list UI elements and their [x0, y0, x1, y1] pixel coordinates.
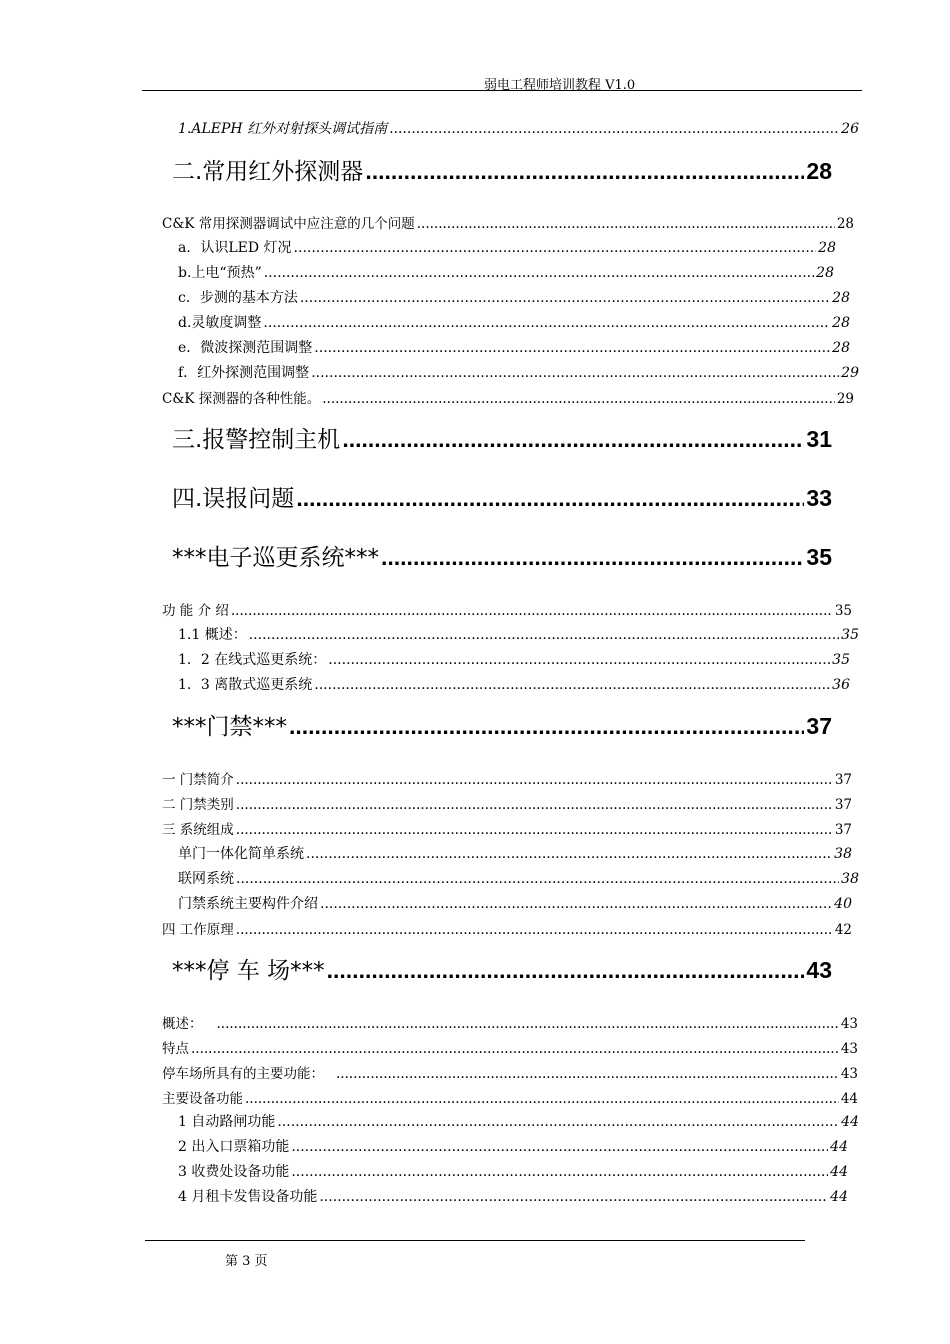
toc-label: 特点	[162, 1041, 189, 1057]
toc-page: 28	[832, 340, 850, 356]
toc-entry-ck-issues[interactable]	[162, 212, 854, 232]
toc-leader	[319, 1189, 828, 1205]
toc-page: 35	[834, 603, 852, 619]
toc-label: 四 工作原理	[162, 922, 234, 938]
toc-label: b.上电“预热”	[178, 265, 262, 281]
toc-leader	[236, 871, 839, 887]
toc-leader	[311, 365, 839, 381]
toc-entry-parking-overview[interactable]	[162, 1012, 858, 1032]
toc-leader	[291, 1139, 828, 1155]
toc-entry-parking-devices[interactable]	[162, 1087, 858, 1107]
toc-leader	[236, 922, 833, 938]
toc-page: 28	[818, 240, 836, 256]
toc-leader	[217, 1016, 839, 1032]
toc-label: C&K 常用探测器调试中应注意的几个问题	[162, 216, 415, 232]
toc-page: 40	[834, 896, 852, 912]
toc-label: 1 自动路闸功能	[178, 1114, 276, 1130]
toc-entry-ck-perf[interactable]	[162, 387, 854, 407]
toc-entry-func-intro[interactable]	[162, 599, 852, 619]
toc-page: 33	[806, 485, 832, 511]
toc-page: 44	[830, 1139, 848, 1155]
toc-entry-access-3a[interactable]	[178, 843, 852, 863]
toc-leader	[236, 772, 833, 788]
toc-page: 31	[806, 426, 832, 452]
toc-leader	[249, 627, 839, 643]
toc-label: 功 能 介 绍	[162, 603, 229, 619]
toc-entry-parking-device-2[interactable]	[178, 1136, 848, 1156]
toc-label: ***电子巡更系统***	[172, 545, 379, 571]
toc-page: 43	[840, 1016, 858, 1032]
toc-leader	[389, 121, 839, 137]
toc-page: 37	[834, 772, 852, 788]
toc-entry-overview-1-1[interactable]	[178, 624, 859, 644]
toc-leader	[417, 216, 835, 232]
toc-label: c．步测的基本方法	[178, 290, 298, 306]
page-number: 第 3 页	[225, 1254, 268, 1269]
toc-leader	[294, 240, 817, 256]
toc-label: C&K 探测器的各种性能。	[162, 391, 321, 407]
toc-label: 1.1 概述：	[178, 627, 247, 643]
toc-page: 28	[836, 216, 854, 232]
toc-leader	[328, 652, 830, 668]
toc-entry-ck-f[interactable]	[178, 362, 859, 382]
toc-label: 主要设备功能	[162, 1091, 243, 1107]
toc-page: 44	[830, 1189, 848, 1205]
toc-chapter-patrol[interactable]	[172, 539, 832, 572]
toc-leader	[300, 290, 830, 306]
toc-chapter-2[interactable]	[172, 153, 832, 186]
toc-page: 42	[834, 922, 852, 938]
toc-leader	[365, 158, 804, 185]
toc-page: 43	[840, 1066, 858, 1082]
toc-entry-access-1[interactable]	[162, 768, 852, 788]
toc-leader	[314, 340, 830, 356]
toc-leader	[264, 265, 814, 281]
toc-page: 37	[806, 713, 832, 739]
toc-entry-ck-a[interactable]	[178, 237, 836, 257]
toc-label: 单门一体化简单系统	[178, 846, 304, 862]
toc-leader	[231, 603, 833, 619]
toc-leader	[336, 1066, 839, 1082]
toc-label: f．红外探测范围调整	[178, 365, 310, 381]
toc-label: 三 系统组成	[162, 822, 234, 838]
toc-chapter-4[interactable]	[172, 480, 832, 513]
toc-entry-aleph[interactable]	[178, 118, 859, 138]
toc-entry-access-3b[interactable]	[178, 868, 859, 888]
toc-page: 28	[832, 290, 850, 306]
footer-divider	[145, 1240, 805, 1241]
toc-chapter-access[interactable]	[172, 708, 832, 741]
toc-leader	[381, 544, 804, 571]
toc-entry-access-2[interactable]	[162, 793, 852, 813]
toc-label: d.灵敏度调整	[178, 315, 262, 331]
toc-leader	[263, 315, 830, 331]
toc-leader	[306, 846, 832, 862]
toc-page: 38	[834, 846, 852, 862]
toc-label: 门禁系统主要构件介绍	[178, 896, 318, 912]
toc-label: 停车场所具有的主要功能：	[162, 1066, 324, 1082]
toc-entry-parking-functions[interactable]	[162, 1062, 858, 1082]
toc-leader	[327, 957, 805, 984]
toc-leader	[245, 1091, 839, 1107]
toc-leader	[320, 896, 832, 912]
toc-label: e．微波探测范围调整	[178, 340, 313, 356]
toc-label: 1．2 在线式巡更系统：	[178, 652, 327, 668]
toc-label: 概述：	[162, 1016, 203, 1032]
toc-page: 43	[806, 957, 832, 983]
toc-page: 38	[841, 871, 859, 887]
toc-entry-parking-feature[interactable]	[162, 1037, 858, 1057]
toc-label: 二 门禁类别	[162, 797, 234, 813]
toc-label: 4 月租卡发售设备功能	[178, 1189, 318, 1205]
toc-page: 29	[841, 365, 859, 381]
toc-entry-parking-device-1[interactable]	[178, 1111, 859, 1131]
toc-leader	[314, 677, 830, 693]
toc-page: 29	[836, 391, 854, 407]
toc-leader	[291, 1164, 828, 1180]
toc-label: 3 收费处设备功能	[178, 1164, 290, 1180]
toc-leader	[191, 1041, 839, 1057]
toc-page: 35	[841, 627, 859, 643]
toc-chapter-parking[interactable]	[172, 952, 832, 985]
toc-leader	[236, 797, 833, 813]
toc-label: 联网系统	[178, 871, 234, 887]
document-header: 弱电工程师培训教程 V1.0	[484, 78, 636, 93]
toc-label: 三.报警控制主机	[172, 427, 341, 453]
toc-page: 26	[841, 121, 859, 137]
toc-leader	[342, 426, 804, 453]
toc-label: ***停 车 场***	[172, 958, 325, 984]
toc-label: 1．3 离散式巡更系统	[178, 677, 313, 693]
toc-entry-ck-d[interactable]	[178, 312, 850, 332]
toc-entry-access-3[interactable]	[162, 818, 852, 838]
toc-page: 43	[840, 1041, 858, 1057]
toc-entry-ck-c[interactable]	[178, 287, 850, 307]
toc-leader	[277, 1114, 839, 1130]
toc-label: ***门禁***	[172, 714, 287, 740]
toc-label: 1.ALEPH 红外对射探头调试指南	[178, 121, 388, 137]
toc-page: 28	[816, 265, 834, 281]
toc-entry-parking-device-4[interactable]	[178, 1186, 848, 1206]
toc-chapter-3[interactable]	[172, 421, 832, 454]
toc-entry-parking-device-3[interactable]	[178, 1161, 848, 1181]
toc-label: 二.常用红外探测器	[172, 159, 364, 185]
toc-page: 28	[806, 158, 832, 184]
toc-label: 2 出入口票箱功能	[178, 1139, 290, 1155]
header-divider	[142, 90, 862, 91]
toc-leader	[322, 391, 835, 407]
toc-page: 44	[840, 1091, 858, 1107]
toc-leader	[289, 713, 804, 740]
toc-entry-ck-e[interactable]	[178, 337, 850, 357]
toc-page: 35	[832, 652, 850, 668]
toc-label: 四.误报问题	[172, 486, 295, 512]
toc-leader	[296, 485, 804, 512]
toc-page: 37	[834, 822, 852, 838]
toc-page: 37	[834, 797, 852, 813]
toc-page: 28	[832, 315, 850, 331]
toc-entry-access-4[interactable]	[162, 918, 852, 938]
toc-page: 44	[830, 1164, 848, 1180]
toc-label: 一 门禁简介	[162, 772, 234, 788]
toc-page: 44	[841, 1114, 859, 1130]
toc-entry-ck-b[interactable]	[178, 262, 834, 282]
toc-page: 36	[832, 677, 850, 693]
toc-entry-online-1-2[interactable]	[178, 649, 850, 669]
toc-entry-access-3c[interactable]	[178, 893, 852, 913]
toc-leader	[236, 822, 833, 838]
toc-entry-offline-1-3[interactable]	[178, 674, 850, 694]
toc-page: 35	[806, 544, 832, 570]
toc-label: a．认识LED 灯况	[178, 240, 292, 256]
